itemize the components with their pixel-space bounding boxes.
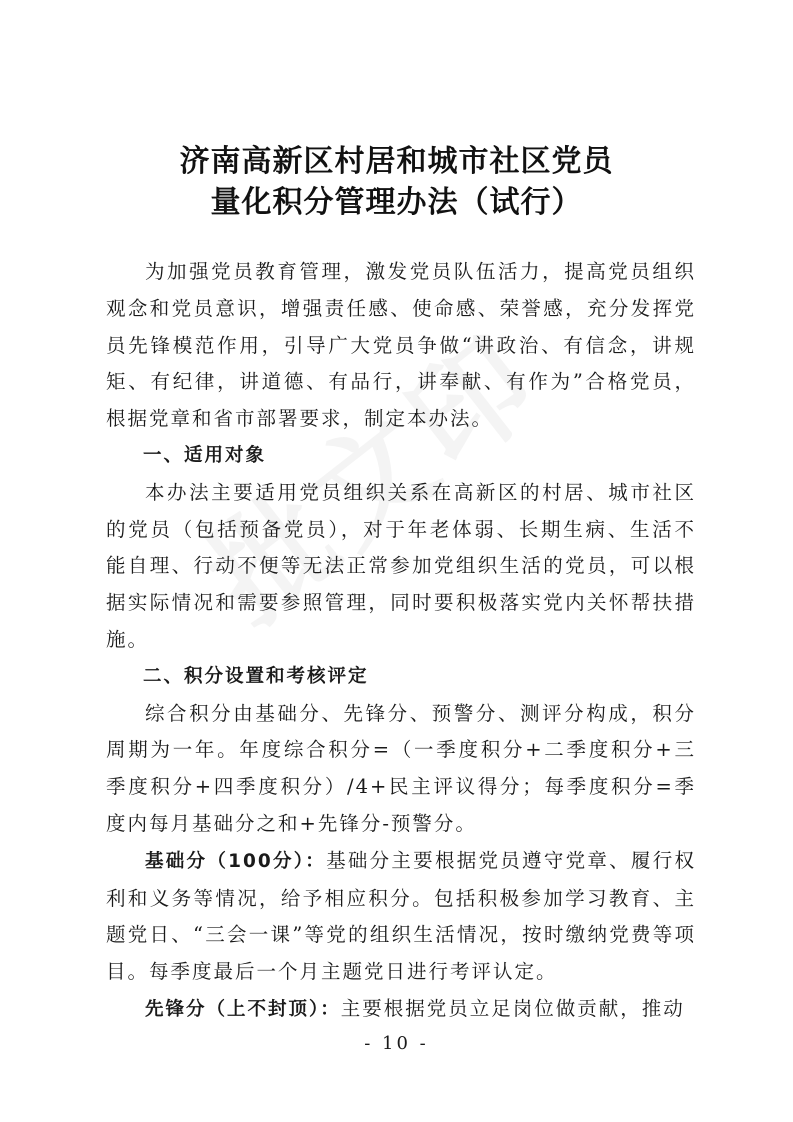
- pioneer-score-lead: 先锋分（上不封顶）：: [145, 998, 341, 1020]
- section2-paragraph: 综合积分由基础分、先锋分、预警分、测评分构成，积分周期为一年。年度综合积分=（一季度积分+二季度积分+三季度积分+四季度积分）/4+民主评议得分；每季度积分=季度内每月基础分之和+先锋分-预警分。: [106, 701, 696, 835]
- intro-paragraph: 为加强党员教育管理，激发党员队伍活力，提高党员组织观念和党员意识，增强责任感、使命感、荣誉感，充分发挥党员先锋模范作用，引导广大党员争做“讲政治、有信念，讲规矩、有纪律，讲道德、有品行，讲奉献、有作为”合格党员，根据党章和省市部署要求，制定本办法。: [106, 260, 696, 431]
- basic-score-text: 基础分主要根据党员遵守党章、履行权利和义务等情况，给予相应积分。包括积极参加学习教育、主题党日、“三会一课”等党的组织生活情况，按时缴纳党费等项目。每季度最后一个月主题党日进行考评认定。: [106, 848, 696, 984]
- page-number: - 10 -: [364, 1033, 429, 1054]
- pioneer-score-text: 主要根据党员立足岗位做贡献，推动: [340, 996, 685, 1020]
- section1-heading: 一、适用对象: [143, 444, 267, 466]
- section1-paragraph: 本办法主要适用党员组织关系在高新区的村居、城市社区的党员（包括预备党员），对于年老体弱、长期生病、生活不能自理、行动不便等无法正常参加党组织生活的党员，可以根据实际情况和需要参照管理，同时要积极落实党内关怀帮扶措施。: [106, 480, 696, 651]
- document-body: [106, 254, 696, 1029]
- basic-score-paragraph: [106, 843, 696, 991]
- section2-heading: 二、积分设置和考核评定: [143, 665, 369, 687]
- document-title-line2: 量化积分管理办法（试行）: [210, 185, 583, 220]
- basic-score-lead: 基础分（100分）：: [145, 850, 327, 872]
- pioneer-score-paragraph: [106, 991, 696, 1029]
- document-title-line1: 济南高新区村居和城市社区党员: [179, 144, 614, 179]
